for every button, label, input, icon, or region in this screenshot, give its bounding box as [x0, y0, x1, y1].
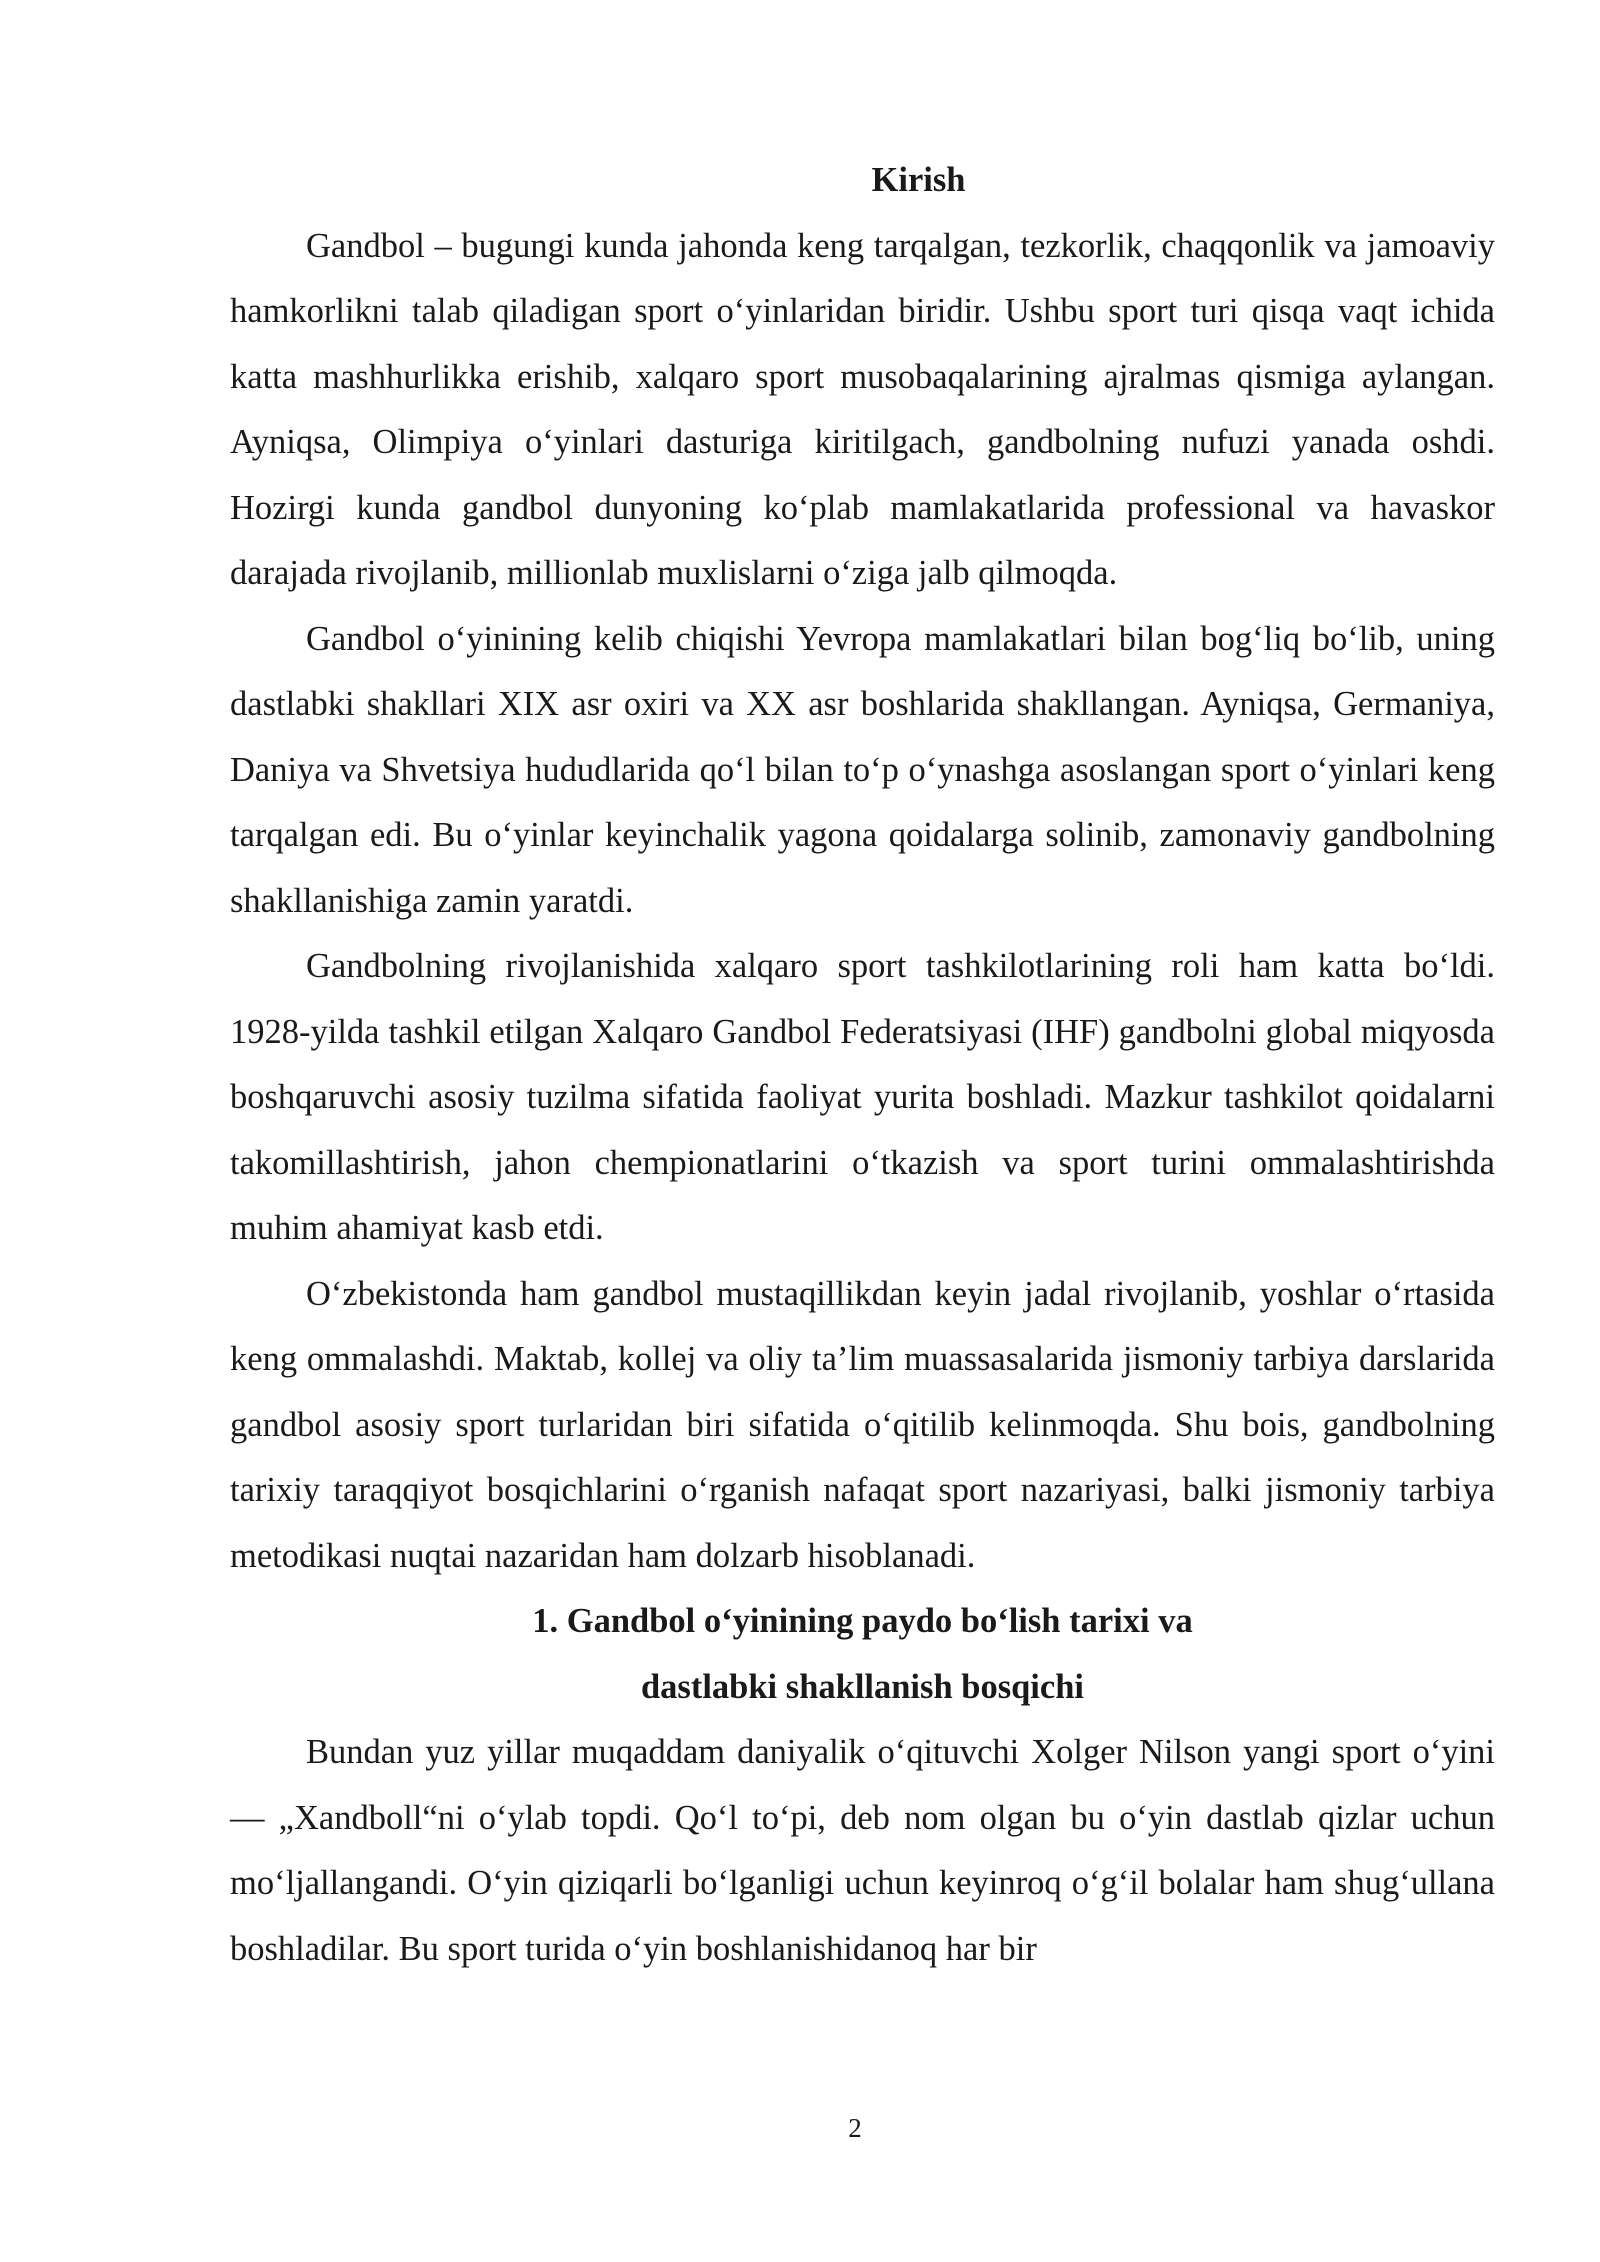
intro-paragraph-3: Gandbolning rivojlanishida xalqaro sport tashkilotlarining roli ham katta bo‘ldi. 1928-yilda tashkil etilgan Xalqaro Gandbol Federatsiyasi (IHF) gandbolni global miqyosda boshqaruvchi asosiy tuzilma sifatida faoliyat yurita boshladi. Mazkur tashkilot qoidalarni takomillashtirish, jahon chempionatlarini o‘tkazish va sport turini ommalashtirishda muhim ahamiyat kasb etdi.	[230, 947, 1495, 1247]
intro-heading: Kirish	[871, 161, 966, 199]
page-number: 2	[848, 2113, 862, 2143]
intro-paragraph-4: O‘zbekistonda ham gandbol mustaqillikdan keyin jadal rivojlanib, yoshlar o‘rtasida keng ommalashdi. Maktab, kollej va oliy ta’lim muassasalarida jismoniy tarbiya darslarida gandbol asosiy sport turlaridan biri sifatida o‘qitilib kelinmoqda. Shu bois, gandbolning tarixiy taraqqiyot bosqichlarini o‘rganish nafaqat sport nazariyasi, balki jismoniy tarbiya metodikasi nuqtai nazaridan ham dolzarb hisoblanadi.	[230, 1274, 1495, 1575]
page-content	[230, 148, 1495, 1982]
section-paragraph-1: Bundan yuz yillar muqaddam daniyalik o‘qituvchi Xolger Nilson yangi sport o‘yini — „Xandboll“ni o‘ylab topdi. Qo‘l to‘pi, deb nom olgan bu o‘yin dastlab qizlar uchun mo‘ljallangandi. O‘yin qiziqarli bo‘lganligi uchun keyinroq o‘g‘il bolalar ham shug‘ullana boshladilar. Bu sport turida o‘yin boshlanishidanoq har bir	[230, 1733, 1495, 1968]
section-heading-line-2: dastlabki shakllanish bosqichi	[641, 1667, 1084, 1706]
intro-paragraph-1: Gandbol – bugungi kunda jahonda keng tarqalgan, tezkorlik, chaqqonlik va jamoaviy hamkorlikni talab qiladigan sport o‘yinlaridan biridir. Ushbu sport turi qisqa vaqt ichida katta mashhurlikka erishib, xalqaro sport musobaqalarining ajralmas qismiga aylangan. Ayniqsa, Olimpiya o‘yinlari dasturiga kiritilgach, gandbolning nufuzi yanada oshdi. Hozirgi kunda gandbol dunyoning ko‘plab mamlakatlarida professional va havaskor darajada rivojlanib, millionlab muxlislarni o‘ziga jalb qilmoqda.	[230, 226, 1495, 592]
intro-paragraph-2: Gandbol o‘yinining kelib chiqishi Yevropa mamlakatlari bilan bog‘liq bo‘lib, uning dastlabki shakllari XIX asr oxiri va XX asr boshlarida shakllangan. Ayniqsa, Germaniya, Daniya va Shvetsiya hududlarida qo‘l bilan to‘p o‘ynashga asoslangan sport o‘yinlari keng tarqalgan edi. Bu o‘yinlar keyinchalik yagona qoidalarga solinib, zamonaviy gandbolning shakllanishiga zamin yaratdi.	[230, 619, 1495, 920]
section-heading-line-1: 1. Gandbol o‘yinining paydo bo‘lish tarixi va	[532, 1602, 1193, 1640]
